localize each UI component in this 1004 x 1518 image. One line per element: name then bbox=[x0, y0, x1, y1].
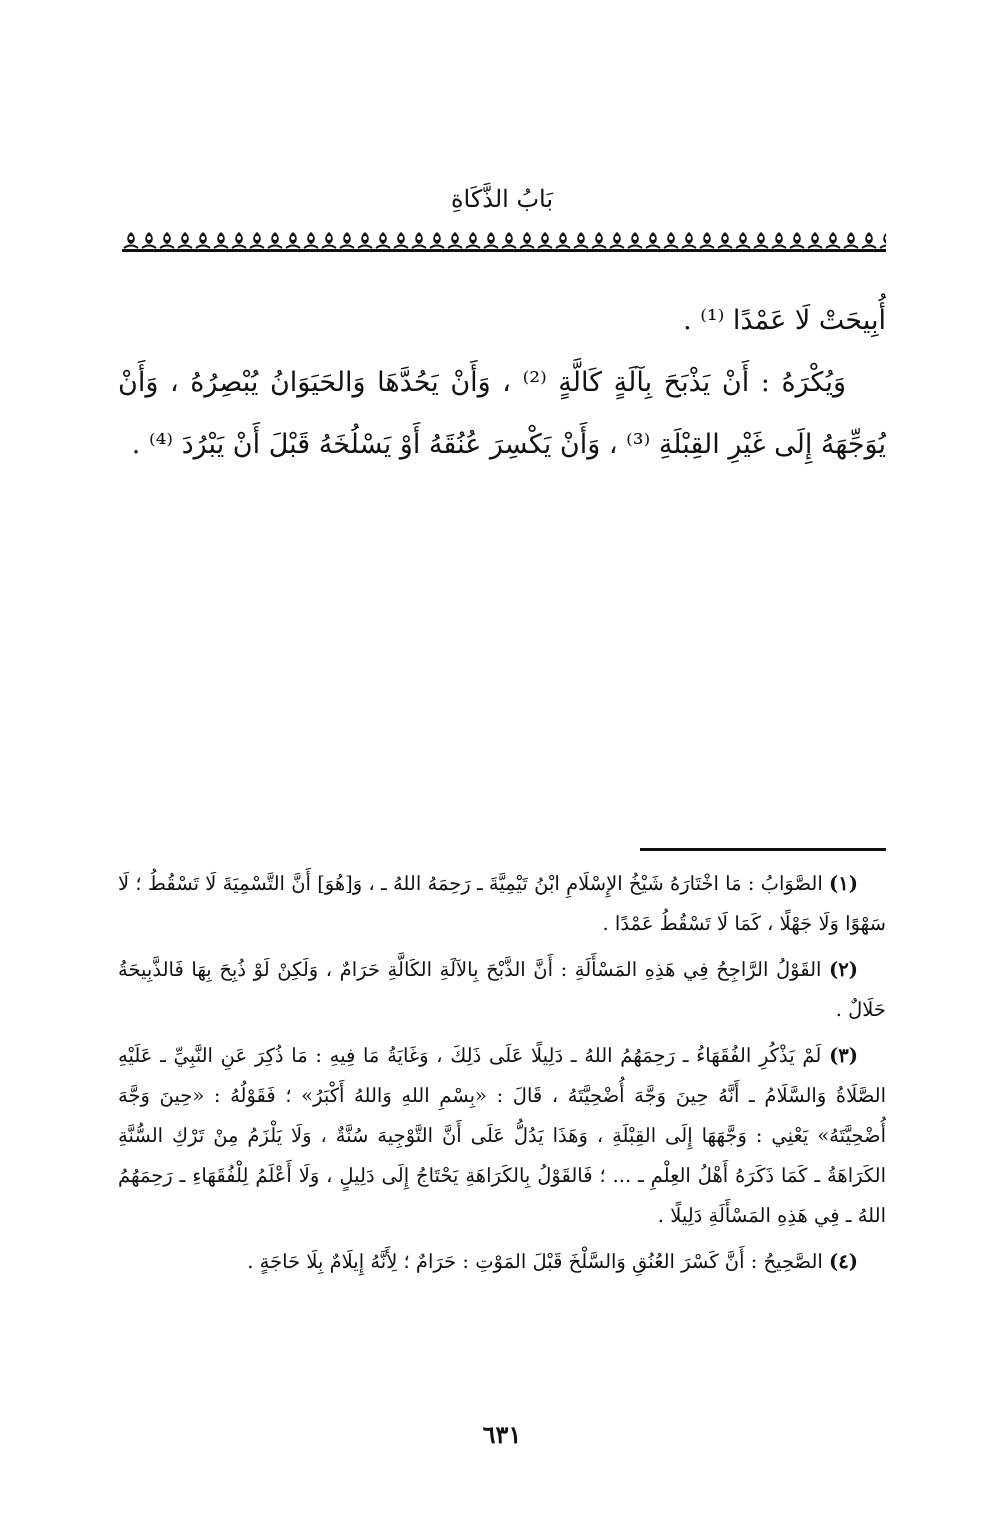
footnote-separator bbox=[640, 848, 886, 851]
footnote-3 bbox=[118, 1036, 886, 1236]
footnote-number: (١) bbox=[829, 872, 858, 895]
footnote-2 bbox=[118, 950, 886, 1030]
main-text bbox=[118, 290, 886, 476]
footnote-number: (٢) bbox=[829, 958, 858, 981]
main-paragraph: وَيُكْرَهُ : أَنْ يَذْبَحَ بِآلَةٍ كَالَّةٍ ⁽²⁾ ، وَأَنْ يَحُدَّهَا وَالحَيَوَانُ يُبْصِرُهُ ، وَأَنْ يُوَجِّهَهُ إِلَى غَيْرِ القِبْلَةِ ⁽³⁾ ، وَأَنْ يَكْسِرَ عُنُقَهُ أَوْ يَسْلُخَهُ قَبْلَ أَنْ يَبْرُدَ ⁽⁴⁾ . bbox=[118, 367, 886, 460]
footnotes bbox=[118, 864, 886, 1288]
footnote-4 bbox=[118, 1242, 886, 1282]
chapter-title: بَابُ الذَّكَاةِ bbox=[450, 185, 554, 213]
footnote-text: القَوْلُ الرَّاجِحُ فِي هَذِهِ المَسْأَلَةِ : أَنَّ الذَّبْحَ بِالآلَةِ الكَالَّةِ حَرَامٌ ، وَلَكِنْ لَوْ ذُبِحَ بِهَا فَالذَّبِيحَةُ حَلَالٌ . bbox=[118, 958, 886, 1021]
footnote-1 bbox=[118, 864, 886, 944]
footnote-text: لَمْ يَذْكُرِ الفُقَهَاءُ ـ رَحِمَهُمُ اللهُ ـ دَلِيلًا عَلَى ذَلِكَ ، وَغَايَةُ مَا فِيهِ : مَا ذُكِرَ عَنِ النَّبِيِّ ـ عَلَيْهِ الصَّلَاةُ وَالسَّلَامُ ـ أَنَّهُ حِينَ وَجَّهَ أُضْحِيَّتَهُ ، قَالَ : «بِسْمِ اللهِ وَاللهُ أَكْبَرُ» ؛ فَقَوْلُهُ : «حِينَ وَجَّهَ أُضْحِيَّتَهُ» يَعْنِي : وَجَّهَهَا إِلَى القِبْلَةِ ، وَهَذَا يَدُلُّ عَلَى أَنَّ التَّوْجِيهَ سُنَّةٌ ، وَلَا يَلْزَمُ مِنْ تَرْكِ السُّنَّةِ الكَرَاهَةُ ـ كَمَا ذَكَرَهُ أَهْلُ العِلْمِ ـ ... ؛ فَالقَوْلُ بِالكَرَاهَةِ يَحْتَاجُ إِلَى دَلِيلٍ ، وَلَا أَعْلَمُ لِلْفُقَهَاءِ ـ رَحِمَهُمُ اللهُ ـ فِي هَذِهِ المَسْأَلَةِ دَلِيلًا . bbox=[118, 1044, 886, 1227]
footnote-text: الصَّوَابُ : مَا اخْتَارَهُ شَيْخُ الإِسْلَامِ ابْنُ تَيْمِيَّةَ ـ رَحِمَهُ اللهُ ـ ، وَ[هُوَ] أَنَّ التَّسْمِيَةَ لَا تَسْقُطُ ؛ لَا سَهْوًا وَلَا جَهْلًا ، كَمَا لَا تَسْقُطُ عَمْدًا . bbox=[118, 872, 886, 935]
ornamental-border bbox=[122, 230, 886, 252]
page-number: ٦٣١ bbox=[482, 1420, 522, 1449]
main-line-1: أُبِيحَتْ لَا عَمْدًا ⁽¹⁾ . bbox=[683, 305, 886, 336]
footnote-number: (٣) bbox=[829, 1044, 859, 1067]
footnote-text: الصَّحِيحُ : أَنَّ كَسْرَ العُنُقِ وَالسَّلْخَ قَبْلَ المَوْتِ : حَرَامٌ ؛ لِأَنَّهُ إِيلَامٌ بِلَا حَاجَةٍ . bbox=[247, 1250, 823, 1273]
footnote-number: (٤) bbox=[829, 1250, 858, 1273]
